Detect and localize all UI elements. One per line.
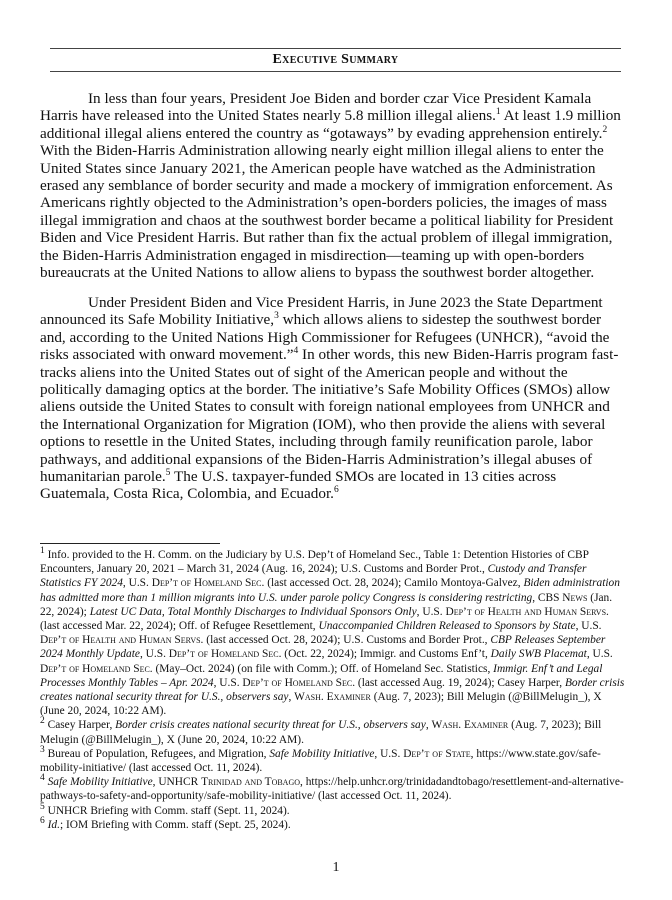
- footnote-number: 5: [40, 801, 45, 812]
- footnote-text: Wash. Examiner: [294, 691, 371, 704]
- footnote-number: 6: [40, 816, 45, 827]
- paragraph-text: With the Biden-Harris Administration allowing nearly eight million illegal aliens to enter the United States since January 2021, the American people have watched as the Administration erased any semblance of border security and made a mockery of immigration enforcement. As Americans rightly objected to the Administration’s open-borders policies, the images of mass illegal immigration and chaos at the southwest border became a political liability for President Biden and Vice President Harris. But rather than fix the actual problem of illegal immigration, the Biden-Harris Administration engaged in misdirection—teaming up with open-borders bureaucrats at the United Nations to allow aliens to bypass the southwest border altogether.: [40, 142, 614, 282]
- footnote-text: Border crisis creates national security threat for U.S., observers say: [115, 719, 426, 732]
- footnote-number: 4: [40, 773, 45, 784]
- footnote-ref: 4: [293, 346, 299, 357]
- footnote-5: [40, 801, 626, 818]
- footnote-3: [40, 747, 626, 775]
- footnote-text: Wash. Examiner: [431, 719, 509, 732]
- footnote-text: Safe Mobility Initiative: [47, 776, 153, 789]
- footnote-text: (May–Oct. 2024) (on file with Comm.); Off. of Homeland Sec. Statistics,: [152, 662, 494, 675]
- footnote-text: Daily SWB Placemat: [490, 648, 587, 661]
- footnote-text: (Aug. 7, 2023); Bill Melugin (@BillMelugin_), X (June 20, 2024, 10:22 AM).: [40, 691, 602, 718]
- footnote-text: Bureau of Population, Refugees, and Migration,: [44, 747, 270, 760]
- footnote-number: 1: [40, 546, 45, 557]
- footnote-ref: 2: [602, 124, 608, 135]
- footnote-text: Dep’t of Health and Human Servs.: [40, 634, 204, 647]
- footnote-text: , U.S.: [139, 648, 169, 661]
- footnote-text: Dep’t of Homeland Sec.: [40, 662, 153, 675]
- footnote-text: Biden administration has admitted more than 1 million migrants into U.S. under parole policy Congress is considering restricting: [40, 577, 620, 604]
- paragraph-text: Under President Biden and Vice President Harris, in June 2023 the State Department announced its Safe Mobility Initiative,: [40, 294, 603, 329]
- footnote-ref: 5: [165, 468, 171, 478]
- footnote-text: Dep’t of Homeland Sec.: [242, 676, 356, 689]
- footnote-number: 2: [40, 716, 45, 727]
- footnote-text: , U.S.: [586, 648, 613, 661]
- footnote-text: (last accessed Oct. 28, 2024); U.S. Customs and Border Prot.,: [203, 634, 491, 647]
- footnote-text: , https://www.state.gov/safe-mobility-initiative/ (last accessed Oct. 11, 2024).: [40, 747, 601, 775]
- heading-bottom-rule: [50, 71, 621, 72]
- footnote-text: ; IOM Briefing with Comm. staff (Sept. 25, 2024).: [59, 818, 291, 831]
- footnote-2: [40, 718, 626, 746]
- footnote-text: Border crisis creates national security threat for U.S., observers say: [40, 676, 625, 704]
- footnote-text: (last accessed Oct. 28, 2024); Camilo Montoya-Galvez,: [264, 577, 524, 590]
- footnote-text: ,: [288, 691, 295, 704]
- footnote-text: ,: [425, 719, 432, 732]
- footnote-text: Trinidad and Tobago: [201, 776, 301, 789]
- footnote-text: Casey Harper,: [44, 719, 116, 732]
- footnote-4: [40, 775, 626, 803]
- footnote-text: Info. provided to the H. Comm. on the Judiciary by U.S. Dep’t of Homeland Sec., Table 1: Detention Histories of CBP Encounters, January 20, 2021 – March 31, 2024 (Aug. 16, 2024); U.S. Customs and Border Prot.,: [40, 549, 589, 576]
- footnote-text: , U.S.: [213, 676, 243, 689]
- heading-top-rule: [50, 48, 621, 49]
- footnote-text: Dep’t of State: [403, 747, 471, 760]
- footnote-ref: 3: [274, 311, 279, 322]
- footnote-number: 3: [40, 745, 45, 756]
- paragraph-1: [40, 90, 624, 281]
- footnote-text: (Jan. 22, 2024);: [40, 591, 613, 618]
- footnote-ref: 6: [333, 485, 339, 496]
- footnote-text: Dep’t of Homeland Sec.: [151, 577, 265, 590]
- footnote-text: CBP Releases September 2024 Monthly Update: [40, 634, 606, 661]
- footnote-text: , https://help.unhcr.org/trinidadandtobago/resettlement-and-alternative-pathways-to-safety-and-opportunity/safe-mobility-initiative/ (last accessed Oct. 11, 2024).: [40, 776, 624, 803]
- footnote-text: Custody and Transfer Statistics FY 2024: [40, 563, 587, 590]
- footnote-text: CBS News: [537, 591, 588, 604]
- footnote-text: Immigr. Enf’t and Legal Processes Monthly Tables – Apr. 2024: [40, 662, 603, 689]
- footnote-text: Id.: [47, 818, 60, 831]
- footnote-6: [40, 818, 626, 832]
- paragraph-text: At least 1.9 million additional illegal aliens entered the country as “gotaways” by evading apprehension entirely.: [40, 107, 621, 142]
- footnote-1: [40, 548, 626, 718]
- footnote-separator: [40, 543, 220, 544]
- footnote-text: (Aug. 7, 2023); Bill Melugin (@BillMelugin_), X (June 20, 2024, 10:22 AM).: [40, 719, 602, 746]
- footnote-text: (Oct. 22, 2024); Immigr. and Customs Enf’t,: [281, 648, 491, 661]
- paragraph-text: which allows aliens to sidestep the southwest border and, according to the United Nations High Commissioner for Refugees (UNHCR), “avoid the risks associated with onward movement.”: [40, 311, 610, 364]
- footnote-text: , UNHCR: [152, 776, 202, 789]
- paragraph-2: [40, 294, 624, 503]
- footnote-text: , U.S.: [122, 577, 152, 590]
- page-number: 1: [332, 860, 340, 875]
- footnote-text: (last accessed Mar. 22, 2024); Off. of Refugee Resettlement,: [40, 620, 319, 633]
- paragraph-text: In other words, this new Biden-Harris program fast-tracks aliens into the United States out of sight of the American people and without the politically damaging optics at the border. The initiative’s Safe Mobility Offices (SMOs) allow aliens outside the United States to consult with foreign national employees from UNHCR and the International Organization for Migration (IOM), who then provide the aliens with several options to resettle in the United States, including through family reunification parole, labor pathways, and additional expansions of the Biden-Harris Administration’s illegal abuses of humanitarian parole.: [40, 346, 619, 486]
- footnotes: [40, 548, 626, 832]
- footnote-text: (last accessed Aug. 19, 2024); Casey Harper,: [355, 676, 565, 689]
- section-heading: Executive Summary: [272, 52, 399, 67]
- footnote-text: UNHCR Briefing with Comm. staff (Sept. 11, 2024).: [44, 804, 290, 817]
- footnote-text: , U.S.: [374, 747, 404, 760]
- footnote-text: , U.S.: [416, 605, 446, 618]
- footnote-text: Dep’t of Homeland Sec.: [168, 648, 282, 661]
- footnote-text: , U.S.: [575, 620, 602, 633]
- footnote-text: Safe Mobility Initiative: [269, 747, 375, 760]
- footnote-text: Dep’t of Health and Human Servs.: [445, 605, 609, 618]
- footnote-text: Unaccompanied Children Released to Sponsors by State: [318, 620, 576, 633]
- footnote-ref: 1: [495, 107, 501, 118]
- footnote-text: Latest UC Data, Total Monthly Discharges to Individual Sponsors Only: [89, 605, 417, 618]
- paragraph-text: In less than four years, President Joe Biden and border czar Vice President Kamala Harris have released into the United States nearly 5.8 million illegal aliens.: [40, 90, 592, 125]
- paragraph-text: The U.S. taxpayer-funded SMOs are located in 13 cities across Guatemala, Costa Rica, Colombia, and Ecuador.: [40, 468, 557, 503]
- footnote-text: ,: [532, 591, 538, 604]
